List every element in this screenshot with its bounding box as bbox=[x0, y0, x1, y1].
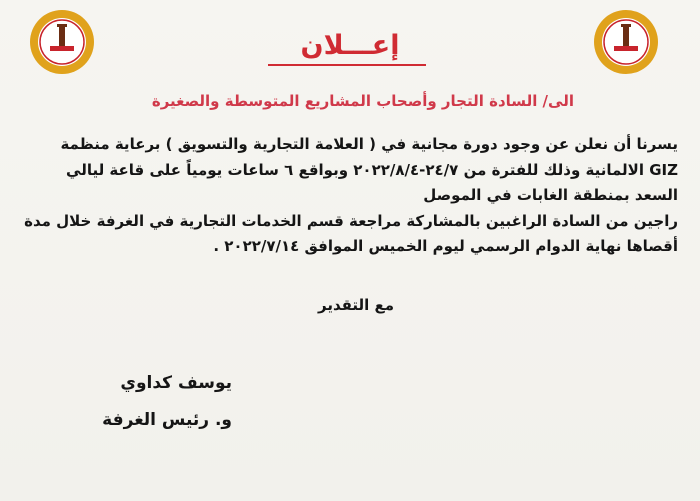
addressee-line: الى/ السادة التجار وأصحاب المشاريع المتوسطة والصغيرة bbox=[151, 92, 574, 110]
title-underline bbox=[268, 64, 426, 66]
body-line: السعد بمنطقة الغابات في الموصل bbox=[423, 186, 678, 204]
signer-title: و. رئيس الغرفة bbox=[102, 410, 232, 430]
body-line: راجين من السادة الراغبين بالمشاركة مراجعة قسم الخدمات التجارية في الغرفة خلال مدة bbox=[24, 211, 678, 230]
announcement-title: إعـــلان bbox=[300, 30, 400, 61]
body-line: يسرنا أن نعلن عن وجود دورة مجانية في ( العلامة التجارية والتسويق ) برعاية منظمة bbox=[60, 135, 678, 153]
signer-name: يوسف كداوي bbox=[120, 373, 232, 393]
closing-regards: مع التقدير bbox=[318, 296, 395, 314]
body-line: أقصاها نهاية الدوام الرسمي ليوم الخميس الموافق ٢٠٢٢/٧/١٤ . bbox=[213, 237, 678, 255]
body-line: GIZ الالمانية وذلك للفترة من ٢٤/٧-٢٠٢٢/٨/٤ وبواقع ٦ ساعات يومياً على قاعة ليالي bbox=[66, 160, 678, 179]
announcement-body bbox=[24, 132, 678, 260]
